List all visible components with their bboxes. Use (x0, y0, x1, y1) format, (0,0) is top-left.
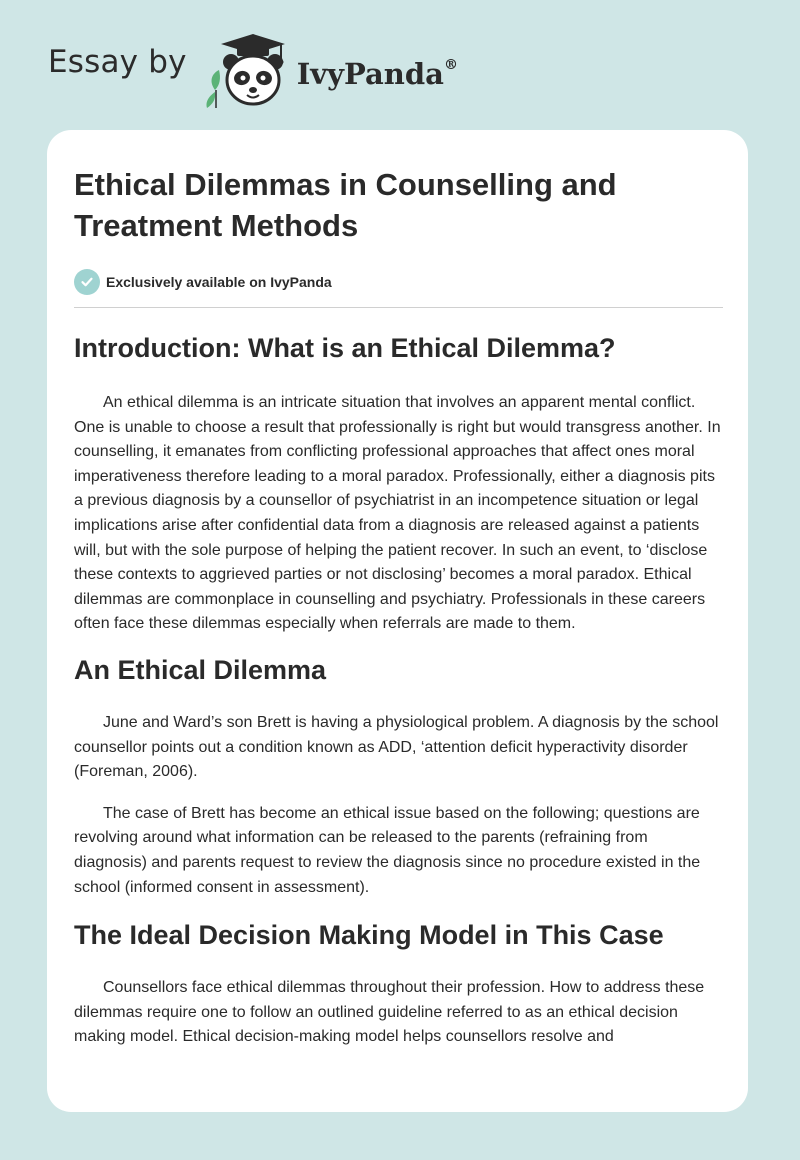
section-introduction (74, 331, 722, 637)
section-ethical-dilemma (74, 653, 722, 900)
paragraph: An ethical dilemma is an intricate situation that involves an apparent mental conflict. One is unable to choose a result that professionally is right but would transgress another. In counselling, it emanates from conflicting professional approaches that affect ones moral imperativeness therefore leading to a moral paradox. Professionally, either a diagnosis pits a previous diagnosis by a counsellor of psychiatrist in an incompetence situation or legal implications arise after confidential data from a diagnosis are released against a patients will, but with the sole purpose of helping the patient recover. In such an event, to ‘disclose these contexts to aggrieved parties or not disclosing’ becomes a moral paradox. Ethical dilemmas are commonplace in counselling and psychiatry. Professionals in these careers often face these dilemmas especially when referrals are made to them. (74, 394, 721, 633)
brand-name[interactable]: IvyPanda® (296, 57, 458, 91)
essay-by-label: Essay by (48, 44, 187, 80)
section-heading: Introduction: What is an Ethical Dilemma? (74, 333, 616, 363)
section-decision-model (74, 918, 722, 1050)
exclusive-badge (74, 268, 722, 296)
paragraph: The case of Brett has become an ethical issue based on the following; questions are revolving around what information can be released to the parents (refraining from diagnosis) and parents request to review the diagnosis since no procedure existed in the school (informed consent in assessment). (74, 804, 701, 896)
section-heading: The Ideal Decision Making Model in This Case (74, 920, 664, 951)
site-header (48, 30, 458, 110)
badge-label: Exclusively available on IvyPanda (106, 274, 332, 290)
check-circle-icon (74, 269, 100, 295)
essay-card (47, 130, 748, 1112)
paragraph: June and Ward’s son Brett is having a physiological problem. A diagnosis by the school counsellor points out a condition known as ADD, ‘attention deficit hyperactivity disorder (Foreman, 2006). (74, 713, 719, 781)
page-title: Ethical Dilemmas in Counselling and Treatment Methods (74, 167, 617, 243)
paragraph: Counsellors face ethical dilemmas throughout their profession. How to address these dilemmas require one to follow an outlined guideline referred to as an ethical decision making model. Ethical decision-making model helps counsellors resolve and (74, 979, 705, 1046)
divider (74, 307, 723, 308)
section-heading: An Ethical Dilemma (74, 654, 327, 685)
panda-logo-icon[interactable] (201, 30, 293, 110)
registered-mark: ® (443, 57, 458, 74)
